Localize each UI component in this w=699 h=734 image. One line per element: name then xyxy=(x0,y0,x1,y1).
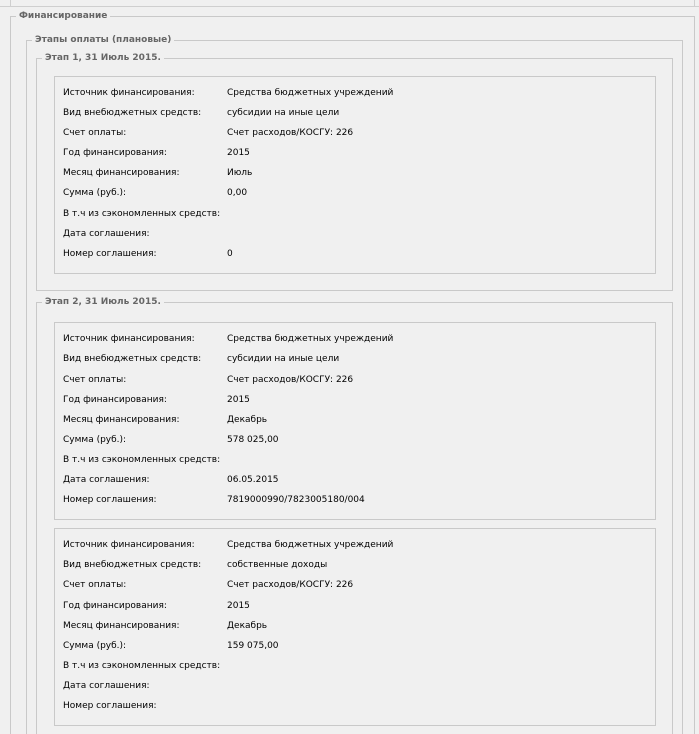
stage-1-title: Этап 1, 31 Июль 2015. xyxy=(45,53,161,63)
month-value: Июль xyxy=(227,168,253,178)
kind-label: Вид внебюджетных средств: xyxy=(63,354,202,364)
account-value: Счет расходов/КОСГУ: 226 xyxy=(227,580,354,590)
agreement-date-label: Дата соглашения: xyxy=(63,681,150,691)
month-label: Месяц финансирования: xyxy=(63,415,180,425)
source-value: Средства бюджетных учреждений xyxy=(227,334,394,344)
edge-tick xyxy=(10,0,11,6)
year-value: 2015 xyxy=(227,601,250,611)
sum-label: Сумма (руб.): xyxy=(63,641,127,651)
saved-label: В т.ч из сэкономленных средств: xyxy=(63,455,221,465)
sum-label: Сумма (руб.): xyxy=(63,188,127,198)
stage-2-entry-1 xyxy=(54,322,656,520)
sum-value: 578 025,00 xyxy=(227,435,279,445)
financing-section-title: Финансирование xyxy=(19,11,108,21)
stage-1-entry-1 xyxy=(54,76,656,274)
year-label: Год финансирования: xyxy=(63,148,167,158)
source-label: Источник финансирования: xyxy=(63,540,195,550)
payment-stages-title: Этапы оплаты (плановые) xyxy=(35,35,172,45)
source-label: Источник финансирования: xyxy=(63,334,195,344)
source-value: Средства бюджетных учреждений xyxy=(227,88,394,98)
agreement-number-value: 0 xyxy=(227,249,233,259)
kind-value: субсидии на иные цели xyxy=(227,354,340,364)
kind-value: субсидии на иные цели xyxy=(227,108,340,118)
month-label: Месяц финансирования: xyxy=(63,621,180,631)
sum-label: Сумма (руб.): xyxy=(63,435,127,445)
saved-label: В т.ч из сэкономленных средств: xyxy=(63,661,221,671)
account-label: Счет оплаты: xyxy=(63,375,127,385)
year-value: 2015 xyxy=(227,395,250,405)
agreement-number-value: 7819000990/7823005180/004 xyxy=(227,495,365,505)
saved-label: В т.ч из сэкономленных средств: xyxy=(63,209,221,219)
sum-value: 159 075,00 xyxy=(227,641,279,651)
account-value: Счет расходов/КОСГУ: 226 xyxy=(227,375,354,385)
account-value: Счет расходов/КОСГУ: 226 xyxy=(227,128,354,138)
stage-2-title: Этап 2, 31 Июль 2015. xyxy=(45,297,161,307)
stage-2-entry-2 xyxy=(54,528,656,726)
agreement-date-label: Дата соглашения: xyxy=(63,229,150,239)
agreement-number-label: Номер соглашения: xyxy=(63,495,157,505)
kind-label: Вид внебюджетных средств: xyxy=(63,108,202,118)
agreement-number-label: Номер соглашения: xyxy=(63,701,157,711)
month-value: Декабрь xyxy=(227,621,268,631)
account-label: Счет оплаты: xyxy=(63,128,127,138)
previous-section-edge xyxy=(0,0,699,7)
month-label: Месяц финансирования: xyxy=(63,168,180,178)
year-label: Год финансирования: xyxy=(63,601,167,611)
account-label: Счет оплаты: xyxy=(63,580,127,590)
year-label: Год финансирования: xyxy=(63,395,167,405)
kind-value: собственные доходы xyxy=(227,560,328,570)
sum-value: 0,00 xyxy=(227,188,248,198)
source-value: Средства бюджетных учреждений xyxy=(227,540,394,550)
edge-tick xyxy=(694,0,695,6)
source-label: Источник финансирования: xyxy=(63,88,195,98)
year-value: 2015 xyxy=(227,148,250,158)
agreement-date-label: Дата соглашения: xyxy=(63,475,150,485)
kind-label: Вид внебюджетных средств: xyxy=(63,560,202,570)
agreement-number-label: Номер соглашения: xyxy=(63,249,157,259)
agreement-date-value: 06.05.2015 xyxy=(227,475,279,485)
month-value: Декабрь xyxy=(227,415,268,425)
